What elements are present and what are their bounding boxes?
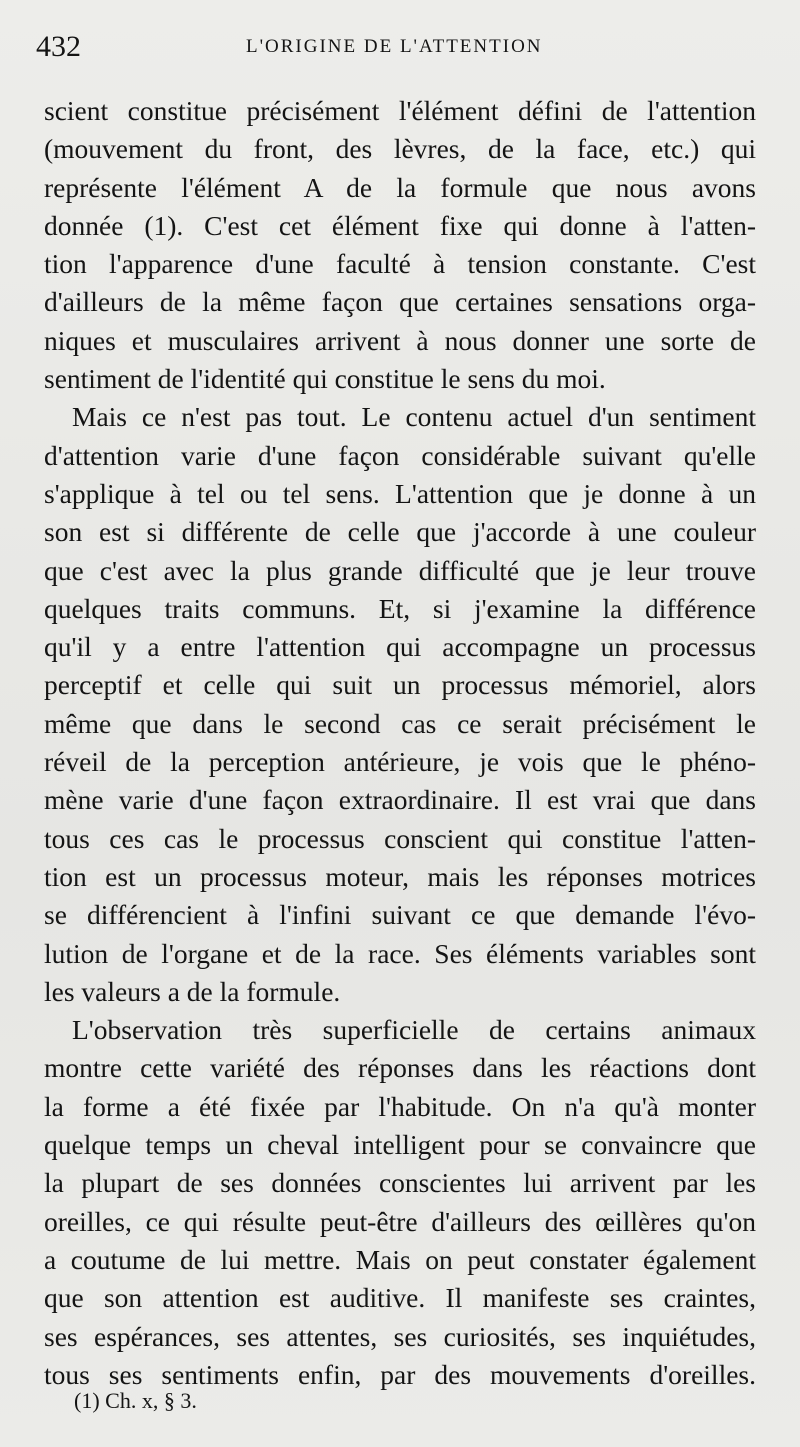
text-line: tous ses sentiments enfin, par des mouvements d'oreilles. [44, 1358, 756, 1390]
text-line: oreilles, ce qui résulte peut-être d'ailleurs des œillères qu'on [44, 1205, 756, 1237]
text-line: Mais ce n'est pas tout. Le contenu actuel d'un sentiment [72, 401, 756, 433]
text-line: lution de l'organe et de la race. Ses éléments variables sont [44, 937, 756, 969]
text-line: niques et musculaires arrivent à nous donner une sorte de [44, 324, 756, 356]
text-line: même que dans le second cas ce serait précisément le [44, 707, 756, 739]
text-line: ses espérances, ses attentes, ses curiosités, ses inquiétudes, [44, 1320, 756, 1352]
text-line: sentiment de l'identité qui constitue le sens du moi. [44, 363, 606, 395]
text-line: tion l'apparence d'une faculté à tension constante. C'est [44, 248, 756, 280]
text-line: se différencient à l'infini suivant ce que demande l'évo- [44, 899, 756, 931]
page-header [36, 30, 756, 70]
text-line: donnée (1). C'est cet élément fixe qui donne à l'atten- [44, 209, 756, 241]
body-text [44, 92, 756, 1394]
text-line: la plupart de ses données conscientes lui arrivent par les [44, 1167, 756, 1199]
text-line: perceptif et celle qui suit un processus mémoriel, alors [44, 669, 756, 701]
text-line: scient constitue précisément l'élément défini de l'attention [44, 95, 756, 126]
text-line: d'attention varie d'une façon considérable suivant qu'elle [44, 439, 756, 471]
text-line: la forme a été fixée par l'habitude. On n'a qu'à monter [44, 1090, 756, 1122]
running-head: L'ORIGINE DE L'ATTENTION [246, 36, 543, 57]
page-number: 432 [36, 30, 81, 63]
text-line: mène varie d'une façon extraordinaire. Il est vrai que dans [44, 784, 756, 816]
text-line: quelques traits communs. Et, si j'examine la différence [44, 592, 756, 624]
footnote: (1) Ch. x, § 3. [74, 1388, 197, 1413]
text-line: représente l'élément A de la formule que nous avons [44, 171, 756, 203]
text-line: que son attention est auditive. Il manifeste ses craintes, [44, 1282, 756, 1314]
text-line: (mouvement du front, des lèvres, de la face, etc.) qui [44, 133, 756, 165]
text-line: montre cette variété des réponses dans les réactions dont [44, 1052, 756, 1084]
text-line: s'applique à tel ou tel sens. L'attention que je donne à un [44, 477, 756, 509]
text-line: les valeurs a de la formule. [44, 975, 341, 1007]
text-line: son est si différente de celle que j'accorde à une couleur [44, 516, 756, 548]
text-line: tion est un processus moteur, mais les réponses motrices [44, 860, 756, 892]
text-line: que c'est avec la plus grande difficulté que je leur trouve [44, 554, 756, 586]
text-line: L'observation très superficielle de certains animaux [72, 1014, 756, 1046]
text-line: réveil de la perception antérieure, je vois que le phéno- [44, 746, 756, 778]
text-line: a coutume de lui mettre. Mais on peut constater également [44, 1243, 756, 1275]
text-line: qu'il y a entre l'attention qui accompagne un processus [44, 631, 756, 663]
text-line: tous ces cas le processus conscient qui constitue l'atten- [44, 822, 756, 854]
text-line: d'ailleurs de la même façon que certaines sensations orga- [44, 286, 756, 318]
text-line: quelque temps un cheval intelligent pour se convaincre que [44, 1129, 756, 1161]
